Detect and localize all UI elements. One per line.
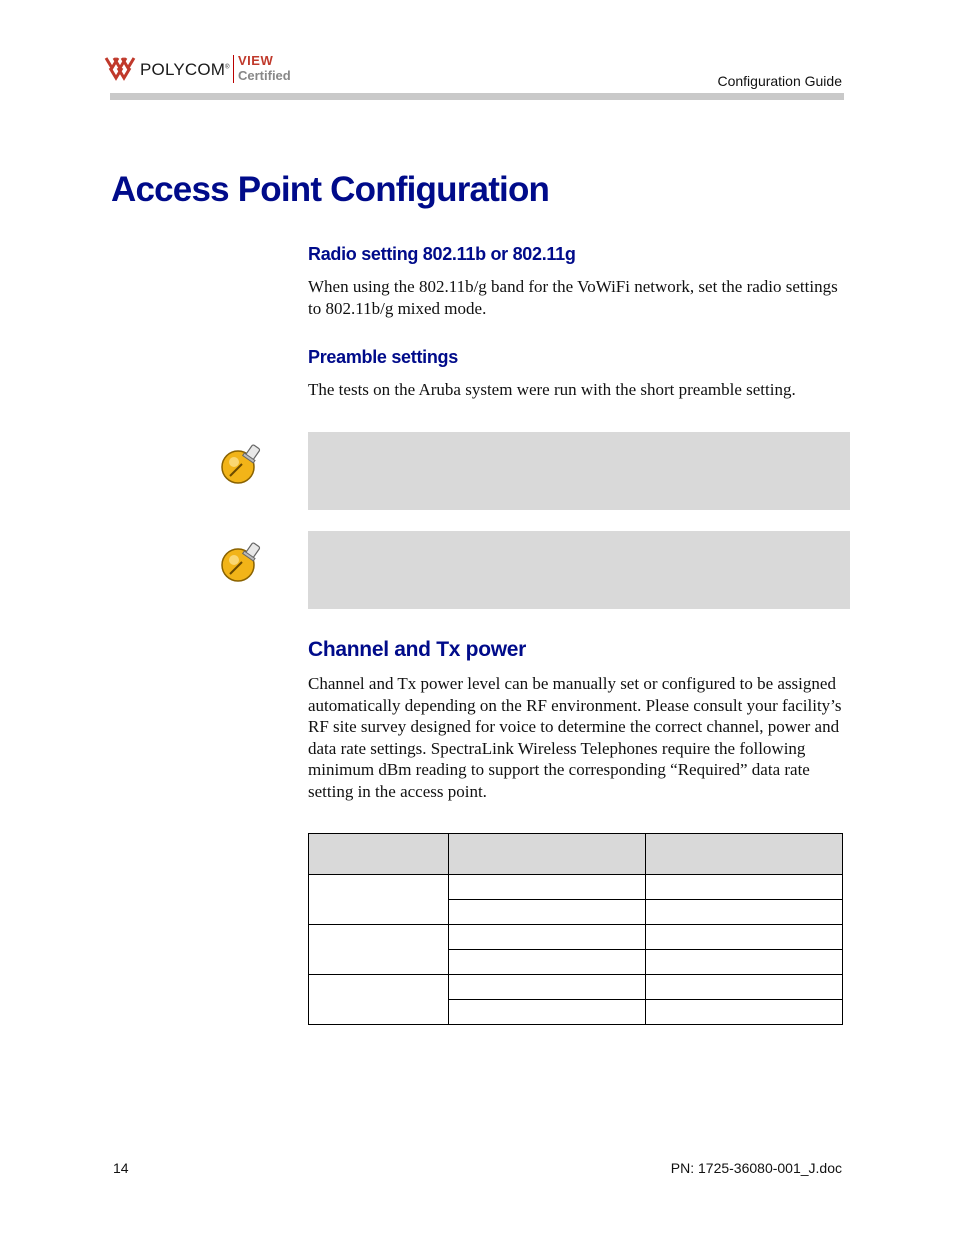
polycom-view-certified-logo — [104, 50, 304, 88]
preamble-settings-heading: Preamble settings — [308, 347, 458, 367]
logo-separator — [233, 55, 234, 83]
channel-tx-power-heading: Channel and Tx power — [308, 638, 527, 661]
table-cell — [449, 875, 646, 900]
table-cell — [449, 975, 646, 1000]
radio-setting-heading: Radio setting 802.11b or 802.11g — [308, 244, 576, 264]
table-cell — [449, 950, 646, 975]
note-box-1 — [308, 432, 850, 510]
channel-tx-power-paragraph: Channel and Tx power level can be manually set or configured to be assigned automatically depending on the RF environment. Please consult your facility’s RF site survey designed for voice to determine the correct channel, power and data rate settings. SpectraLink Wireless Telephones require the following minimum dBm reading to support the corresponding “Required” data rate setting in the access point. — [308, 674, 842, 801]
table-row — [309, 975, 843, 1000]
polycom-logo-icon — [104, 54, 136, 84]
table-group-label — [309, 875, 449, 925]
table-group-label — [309, 925, 449, 975]
logo-certified-text: Certified — [238, 68, 291, 83]
table-group-label — [309, 975, 449, 1025]
pushpin-note-icon — [218, 540, 264, 586]
table-cell — [646, 975, 843, 1000]
preamble-settings-paragraph: The tests on the Aruba system were run with the short preamble setting. — [308, 380, 796, 399]
table-header-cell — [646, 834, 843, 875]
logo-brand-text: POLYCOM — [140, 60, 226, 79]
guide-title: Configuration Guide — [717, 73, 842, 89]
table-row — [309, 875, 843, 900]
radio-setting-paragraph: When using the 802.11b/g band for the VoWiFi network, set the radio settings to 802.11b/g mixed mode. — [308, 277, 838, 318]
table-cell — [449, 900, 646, 925]
table-cell — [449, 1000, 646, 1025]
table-header-cell — [309, 834, 449, 875]
part-number: PN: 1725-36080-001_J.doc — [670, 1160, 842, 1176]
logo-view-text: VIEW — [238, 53, 274, 68]
table-cell — [646, 925, 843, 950]
table-header-cell — [449, 834, 646, 875]
table-row — [309, 925, 843, 950]
table-cell — [646, 950, 843, 975]
pushpin-note-icon — [218, 442, 264, 488]
logo-trademark: ® — [225, 64, 230, 71]
table-cell — [646, 1000, 843, 1025]
table-cell — [449, 925, 646, 950]
table-cell — [646, 875, 843, 900]
note-box-2 — [308, 531, 850, 609]
data-rate-table — [308, 833, 843, 1025]
page-number: 14 — [113, 1160, 129, 1176]
page-title: Access Point Configuration — [111, 170, 550, 209]
header-divider — [110, 93, 844, 100]
table-header-row — [309, 834, 843, 875]
table-cell — [646, 900, 843, 925]
